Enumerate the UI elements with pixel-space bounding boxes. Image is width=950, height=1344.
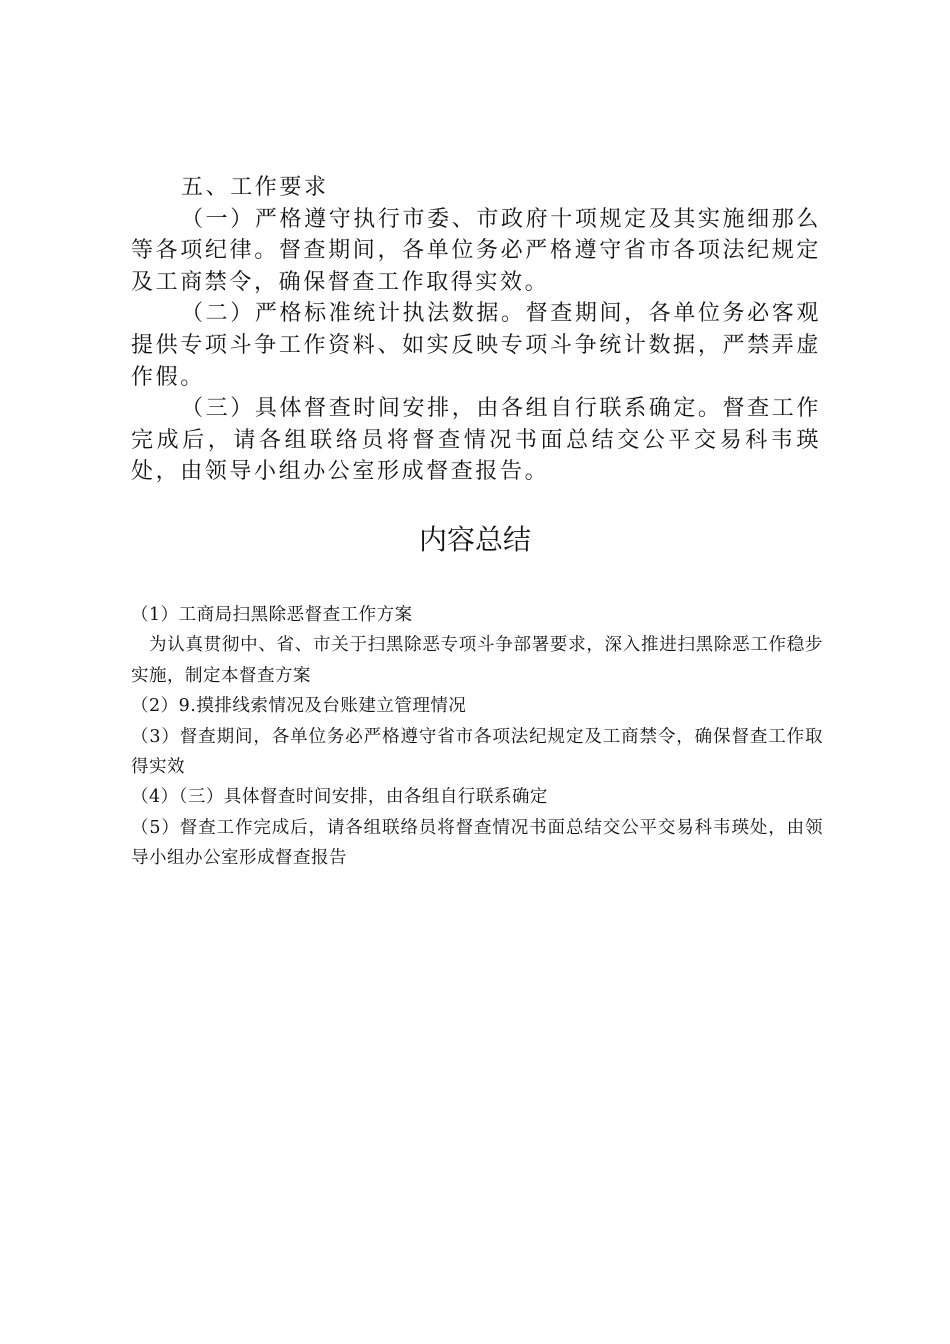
- section-heading: 五、工作要求: [181, 175, 329, 200]
- summary-description: 为认真贯彻中、省、市关于扫黑除恶专项斗争部署要求，深入推进扫黑除恶工作稳步实施，制定本督查方案: [131, 635, 823, 686]
- summary-item-2: （2）9.摸排线索情况及台账建立管理情况: [131, 696, 467, 717]
- requirement-paragraph-1: （一）严格遵守执行市委、市政府十项规定及其实施细那么等各项纪律。督查期间，各单位务必严格遵守省市各项法纪规定及工商禁令，确保督查工作取得实效。: [131, 206, 821, 295]
- requirement-paragraph-3: （三）具体督查时间安排，由各组自行联系确定。督查工作完成后，请各组联络员将督查情况书面总结交公平交易科韦瑛处，由领导小组办公室形成督查报告。: [131, 396, 821, 485]
- summary-title: 内容总结: [418, 523, 531, 556]
- summary-list: [131, 600, 823, 874]
- summary-item-5: （5）督查工作完成后，请各组联络员将督查情况书面总结交公平交易科韦瑛处，由领导小组办公室形成督查报告: [131, 817, 823, 869]
- summary-item-1: （1）工商局扫黑除恶督查工作方案: [131, 605, 413, 625]
- summary-item-4: （4）（三）具体督查时间安排，由各组自行联系确定: [131, 787, 548, 808]
- requirement-paragraph-2: （二）严格标准统计执法数据。督查期间，各单位务必客观提供专项斗争工作资料、如实反映专项斗争统计数据，严禁弄虚作假。: [131, 301, 821, 390]
- work-requirements-section: [131, 172, 821, 488]
- summary-item-3: （3）督查期间，各单位务必严格遵守省市各项法纪规定及工商禁令，确保督查工作取得实效: [131, 726, 823, 778]
